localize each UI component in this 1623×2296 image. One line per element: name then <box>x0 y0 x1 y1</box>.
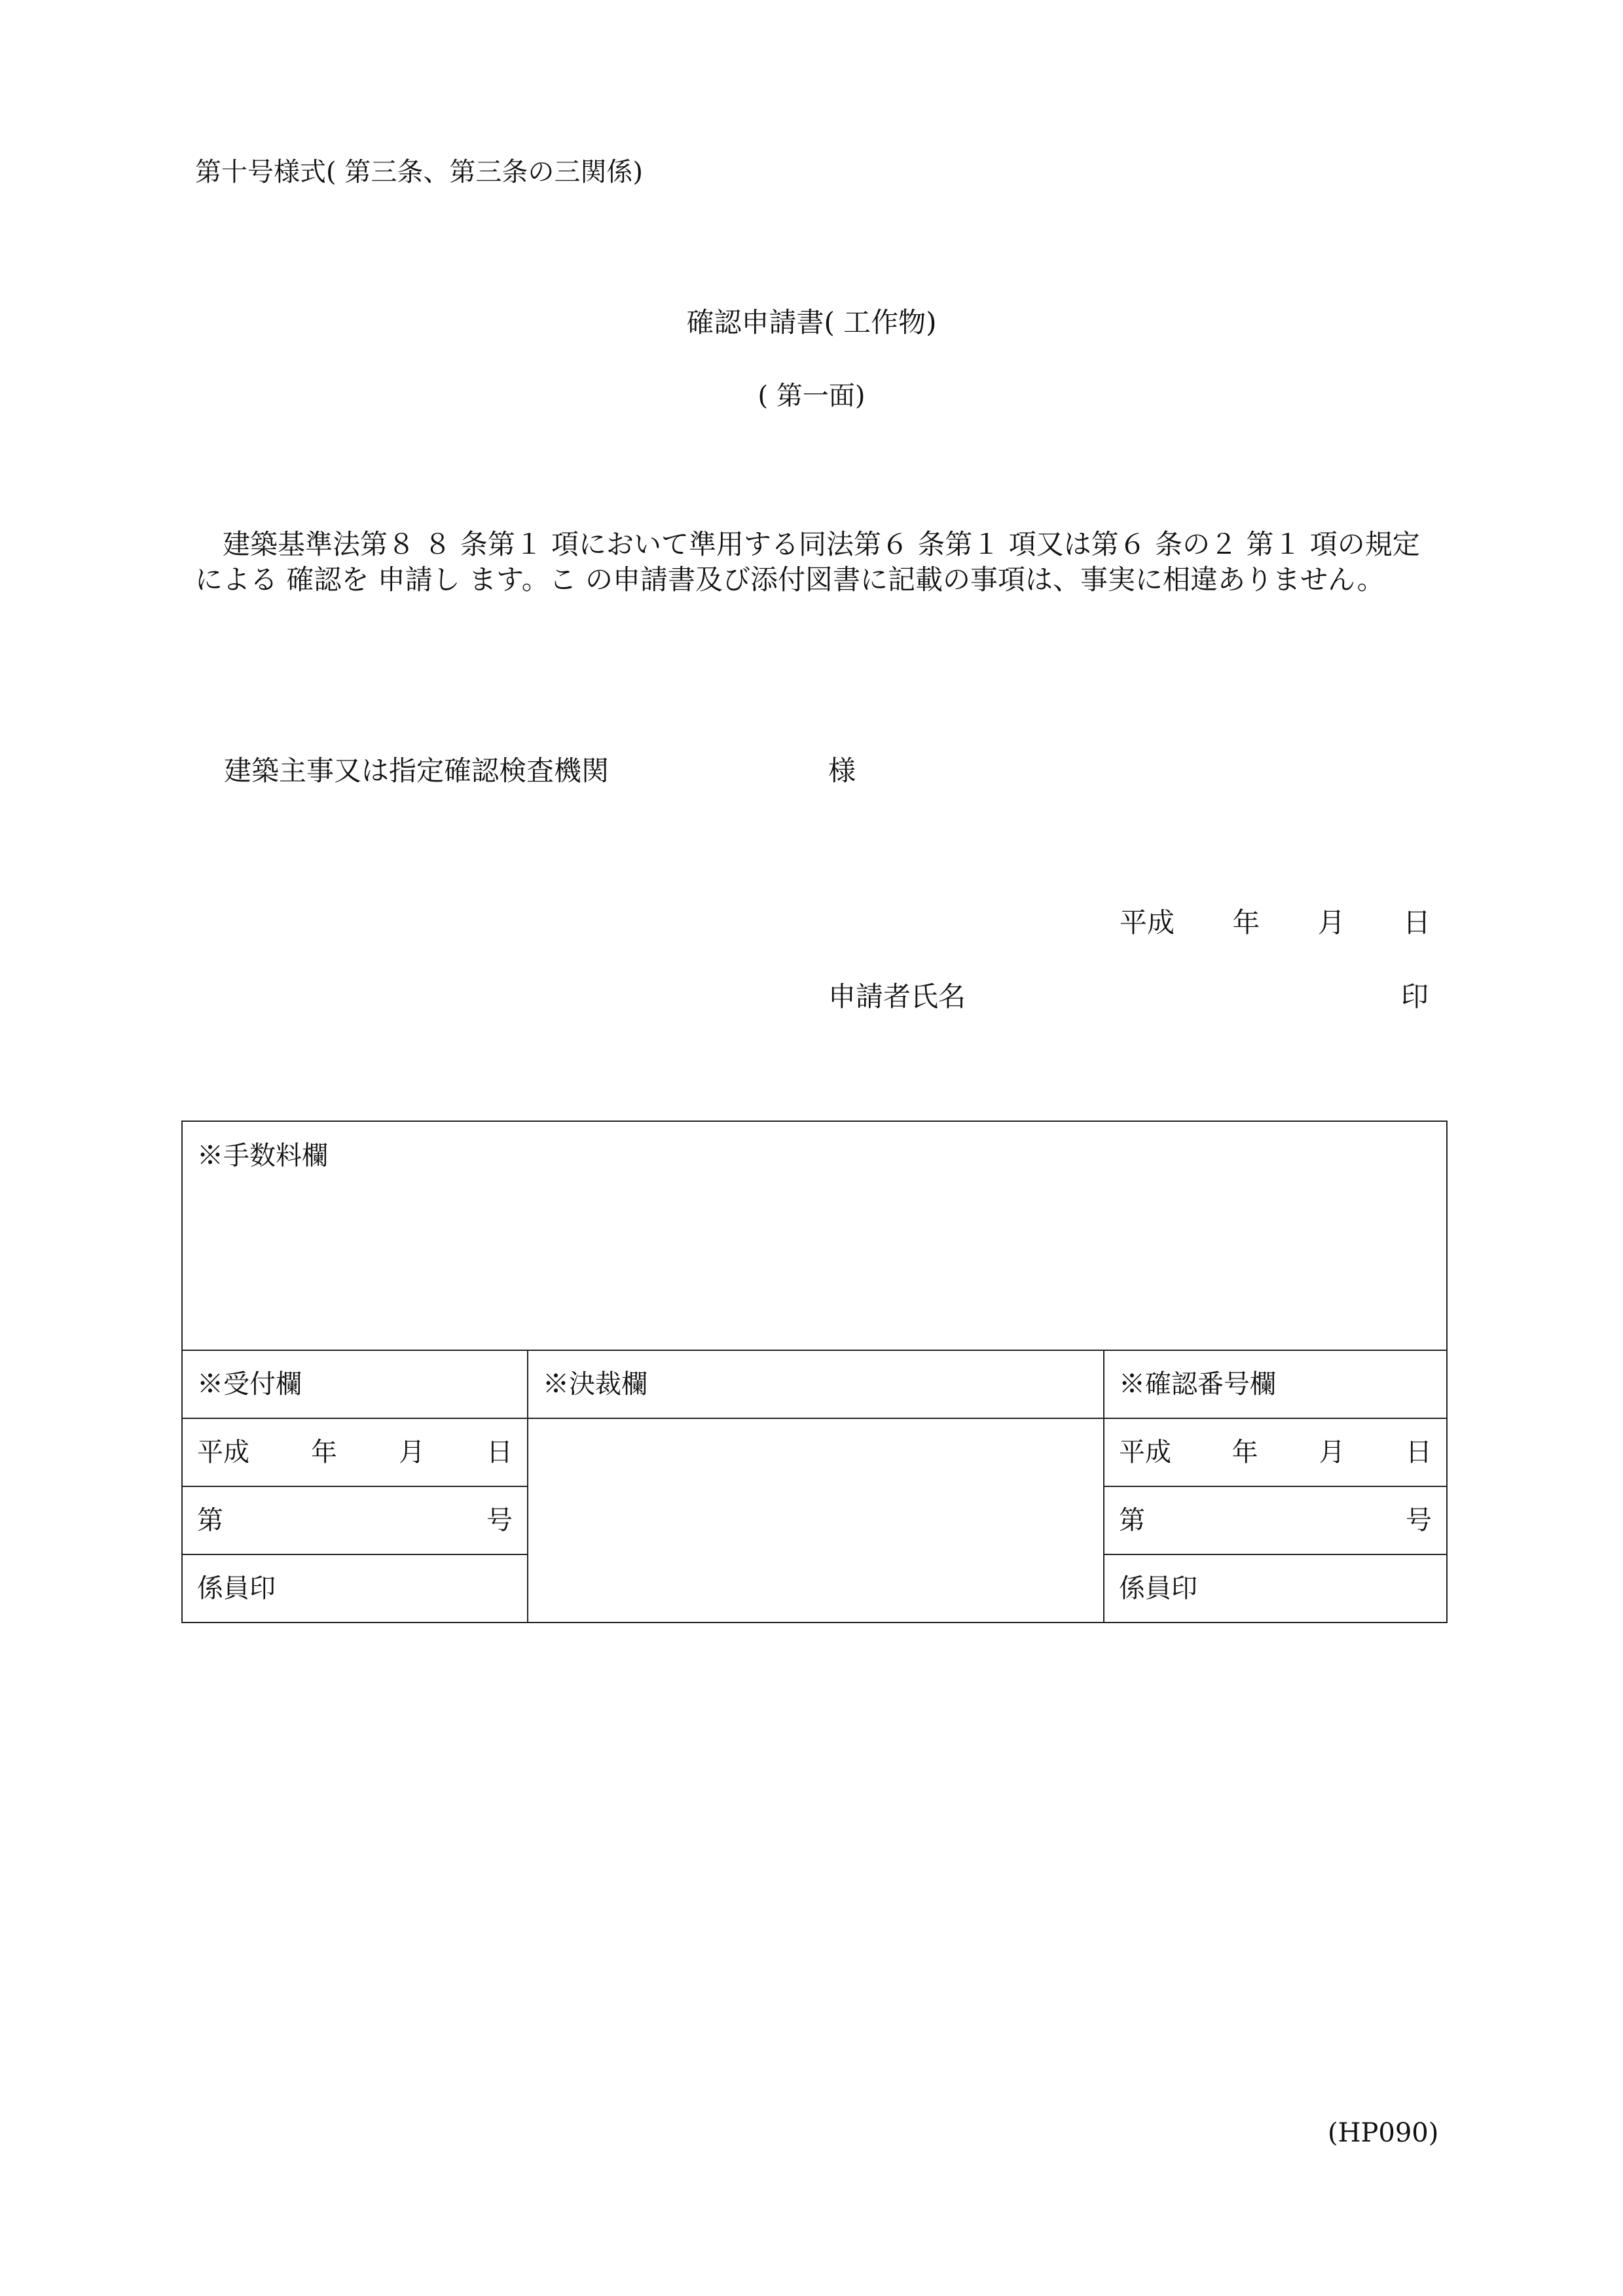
date-day: 日 <box>1402 906 1431 939</box>
confirmation-number-label: ※確認番号欄 <box>1119 1369 1276 1399</box>
confirmation-date-month: 月 <box>1319 1437 1345 1467</box>
reception-staff-seal-cell <box>182 1554 528 1623</box>
reception-date-year: 年 <box>311 1437 337 1467</box>
confirmation-staff-seal-cell <box>1104 1554 1447 1623</box>
reception-number-cell <box>182 1486 528 1554</box>
confirmation-date-day: 日 <box>1405 1437 1432 1467</box>
applicant-seal-mark: 印 <box>1401 980 1429 1013</box>
document-title: 確認申請書( 工作物) <box>686 306 937 338</box>
reception-number-suffix: 号 <box>486 1505 513 1535</box>
confirmation-number-prefix: 第 <box>1119 1505 1145 1535</box>
confirmation-number-header <box>1104 1350 1447 1418</box>
reception-date-day: 日 <box>486 1437 513 1467</box>
addressee-honorific: 様 <box>828 755 856 787</box>
reception-header <box>182 1350 528 1418</box>
reception-number-prefix: 第 <box>197 1505 223 1535</box>
addressee-label: 建築主事又は指定確認検査機関 <box>224 755 610 787</box>
confirmation-number-cell <box>1104 1486 1447 1554</box>
confirmation-number-suffix: 号 <box>1406 1505 1432 1535</box>
form-number-label: 第十号様式( 第三条、第三条の三関係) <box>195 157 643 187</box>
date-year: 年 <box>1232 906 1260 939</box>
office-use-table <box>181 1121 1448 1623</box>
confirmation-date-year: 年 <box>1231 1437 1258 1467</box>
confirmation-date-cell <box>1104 1418 1447 1486</box>
applicant-name-label: 申請者氏名 <box>828 980 966 1013</box>
reception-date-month: 月 <box>399 1437 425 1467</box>
application-date <box>1120 906 1431 939</box>
reception-label: ※受付欄 <box>197 1369 302 1399</box>
decision-header <box>528 1350 1104 1418</box>
reception-date-era: 平成 <box>197 1437 249 1467</box>
footer-form-code: (HP090) <box>1328 2118 1439 2148</box>
date-era: 平成 <box>1120 906 1175 939</box>
fee-label: ※手数料欄 <box>197 1141 328 1171</box>
reception-staff-seal-label: 係員印 <box>197 1573 276 1604</box>
date-month: 月 <box>1317 906 1345 939</box>
decision-body-cell <box>528 1418 1104 1623</box>
confirmation-date-era: 平成 <box>1119 1437 1171 1467</box>
declaration-text <box>195 527 1439 598</box>
decision-label: ※決裁欄 <box>543 1369 647 1399</box>
confirmation-staff-seal-label: 係員印 <box>1119 1573 1197 1604</box>
fee-cell <box>182 1121 1447 1350</box>
document-subtitle: ( 第一面) <box>757 381 866 411</box>
reception-date-cell <box>182 1418 528 1486</box>
declaration-body: 建築基準法第８ ８ 条第１ 項において準用する同法第６ 条第１ 項又は第６ 条の２ 第１ 項の規定による 確認を 申請し ます。こ の申請書及び添付図書に記載の事項は、事実に相違ありません。 <box>195 528 1420 596</box>
